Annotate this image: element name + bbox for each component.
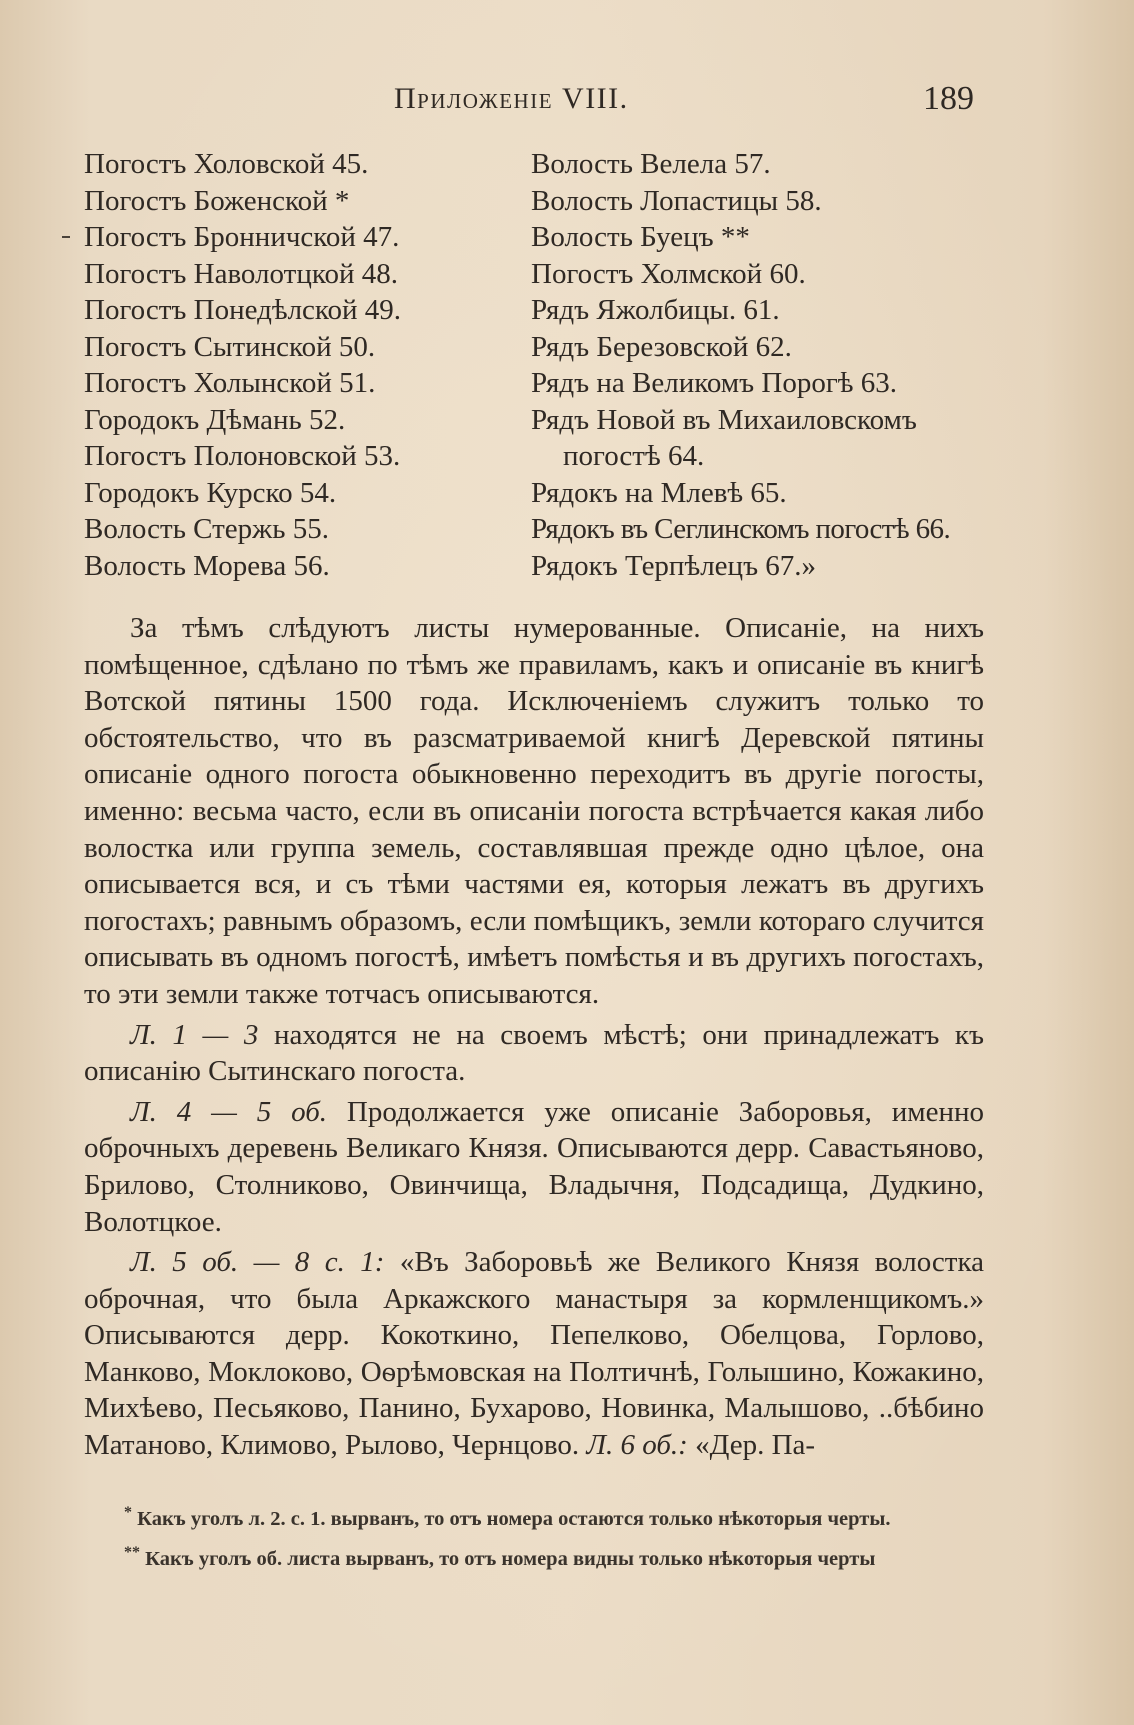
paragraph-text: Продолжается уже описаніе Заборовья, именно оброчныхъ деревень Великаго Князя. Описываются дерр. Савастьяново, Брилово, Столниково, Овинчища, Владычня, Подсадища, Дудкино, Волотцкое. (84, 1095, 984, 1238)
list-item: Городокъ Дѣмань 52. (84, 403, 346, 436)
list-item: Рядокъ на Млевѣ 65. (531, 476, 787, 509)
list-item: Погостъ Понедѣлской 49. (84, 294, 402, 326)
list-item: Погостъ Бронничской 47. (84, 221, 400, 253)
list-item: Рядокъ Терпѣлецъ 67.» (531, 549, 817, 582)
paragraph-text: «Въ Заборовьѣ же Великого Князя волостка оброчная, что была Аркажского манастыря за кормленщикомъ.» Описываются дерр. Кокоткино, Пепелково, Обелцова, Горлово, Манково, Моклоково, Оѳрѣмовская на Полтичнѣ, Голышино, Кожакино, Михѣево, Песьяково, Панино, Бухарово, Новинка, Малышово, ..бѣбино Матаново, Климово, Рылово, Чернцово. (84, 1246, 984, 1462)
footnote (84, 1505, 984, 1533)
list-item: Городокъ Курско 54. (84, 476, 337, 509)
list-item: Волость Буецъ ** (531, 221, 750, 253)
running-title: Приложеніе VIII. (394, 82, 629, 115)
list-item: Погостъ Наволотцкой 48. (84, 257, 398, 290)
list-item: Рядокъ въ Сеглинскомъ погостѣ 66. (531, 513, 951, 545)
folio-reference: Л. 5 об. — 8 с. 1: (130, 1246, 385, 1279)
page-number: 189 (923, 80, 974, 117)
paragraph (84, 610, 984, 1013)
print-mark (62, 236, 70, 238)
settlement-list-left-column (84, 146, 524, 584)
list-item-continuation: погостѣ 64. (563, 440, 705, 472)
paragraph (84, 1244, 984, 1464)
paragraph (84, 1094, 984, 1240)
footnote-mark: * (124, 1504, 132, 1522)
list-item: Погостъ Холынской 51. (84, 367, 376, 399)
settlement-list-right-column (531, 146, 991, 584)
paragraph-text: За тѣмъ слѣдуютъ листы нумерованные. Описаніе, на нихъ помѣщенное, сдѣлано по тѣмъ же правиламъ, какъ и описаніе въ книгѣ Вотской пятины 1500 года. Исключеніемъ служитъ только то обстоятельство, что въ разсматриваемой книгѣ Деревской пятины описаніе одного погоста обыкновенно переходитъ въ другіе погосты, именно: весьма часто, если въ описаніи погоста встрѣчается какая либо волостка или группа земель, составлявшая прежде одно цѣлое, она описывается вся, и съ тѣми частями ея, которыя лежатъ въ другихъ погостахъ; равнымъ образомъ, если помѣщикъ, земли котораго случится описывать въ одномъ погостѣ, имѣетъ помѣстья и въ другихъ погостахъ, то эти земли также тотчасъ описываются. (84, 612, 984, 1010)
footnotes (84, 1505, 984, 1585)
footnote-text: Какъ уголъ об. листа вырванъ, то отъ номера видны только нѣкоторыя черты (140, 1548, 876, 1570)
list-item: Волость Стержь 55. (84, 513, 329, 545)
list-item: Рядъ Новой въ Михаиловскомъ (531, 403, 917, 436)
list-item: Погостъ Холмской 60. (531, 257, 806, 290)
list-item: Погостъ Сытинской 50. (84, 330, 376, 363)
list-item: Волость Лопастицы 58. (531, 184, 822, 217)
paragraph-text: находятся не на своемъ мѣстѣ; они принадлежатъ къ описанію Сытинскаго погоста. (84, 1018, 984, 1088)
list-item: Волость Морева 56. (84, 549, 330, 582)
list-item: Погостъ Полоновской 53. (84, 440, 401, 472)
folio-reference: Л. 1 — 3 (130, 1018, 259, 1051)
folio-reference: Л. 6 об.: (586, 1429, 688, 1462)
footnote (84, 1545, 984, 1573)
list-item: Погостъ Холовской 45. (84, 148, 369, 180)
paragraph (84, 1017, 984, 1090)
folio-reference: Л. 4 — 5 об. (130, 1095, 328, 1128)
list-item: Рядъ Березовской 62. (531, 330, 792, 363)
list-item: Рядъ Яжолбицы. 61. (531, 294, 780, 326)
body-text (84, 610, 984, 1468)
list-item: Погостъ Боженской * (84, 184, 350, 217)
page-header (84, 82, 980, 122)
paragraph-text: «Дер. Па- (687, 1429, 816, 1462)
list-item: Рядъ на Великомъ Порогѣ 63. (531, 367, 897, 399)
footnote-text: Какъ уголъ л. 2. с. 1. вырванъ, то отъ номера остаются только нѣкоторыя черты. (132, 1508, 891, 1530)
footnote-mark: ** (124, 1544, 140, 1562)
list-item: Волость Велела 57. (531, 148, 771, 180)
